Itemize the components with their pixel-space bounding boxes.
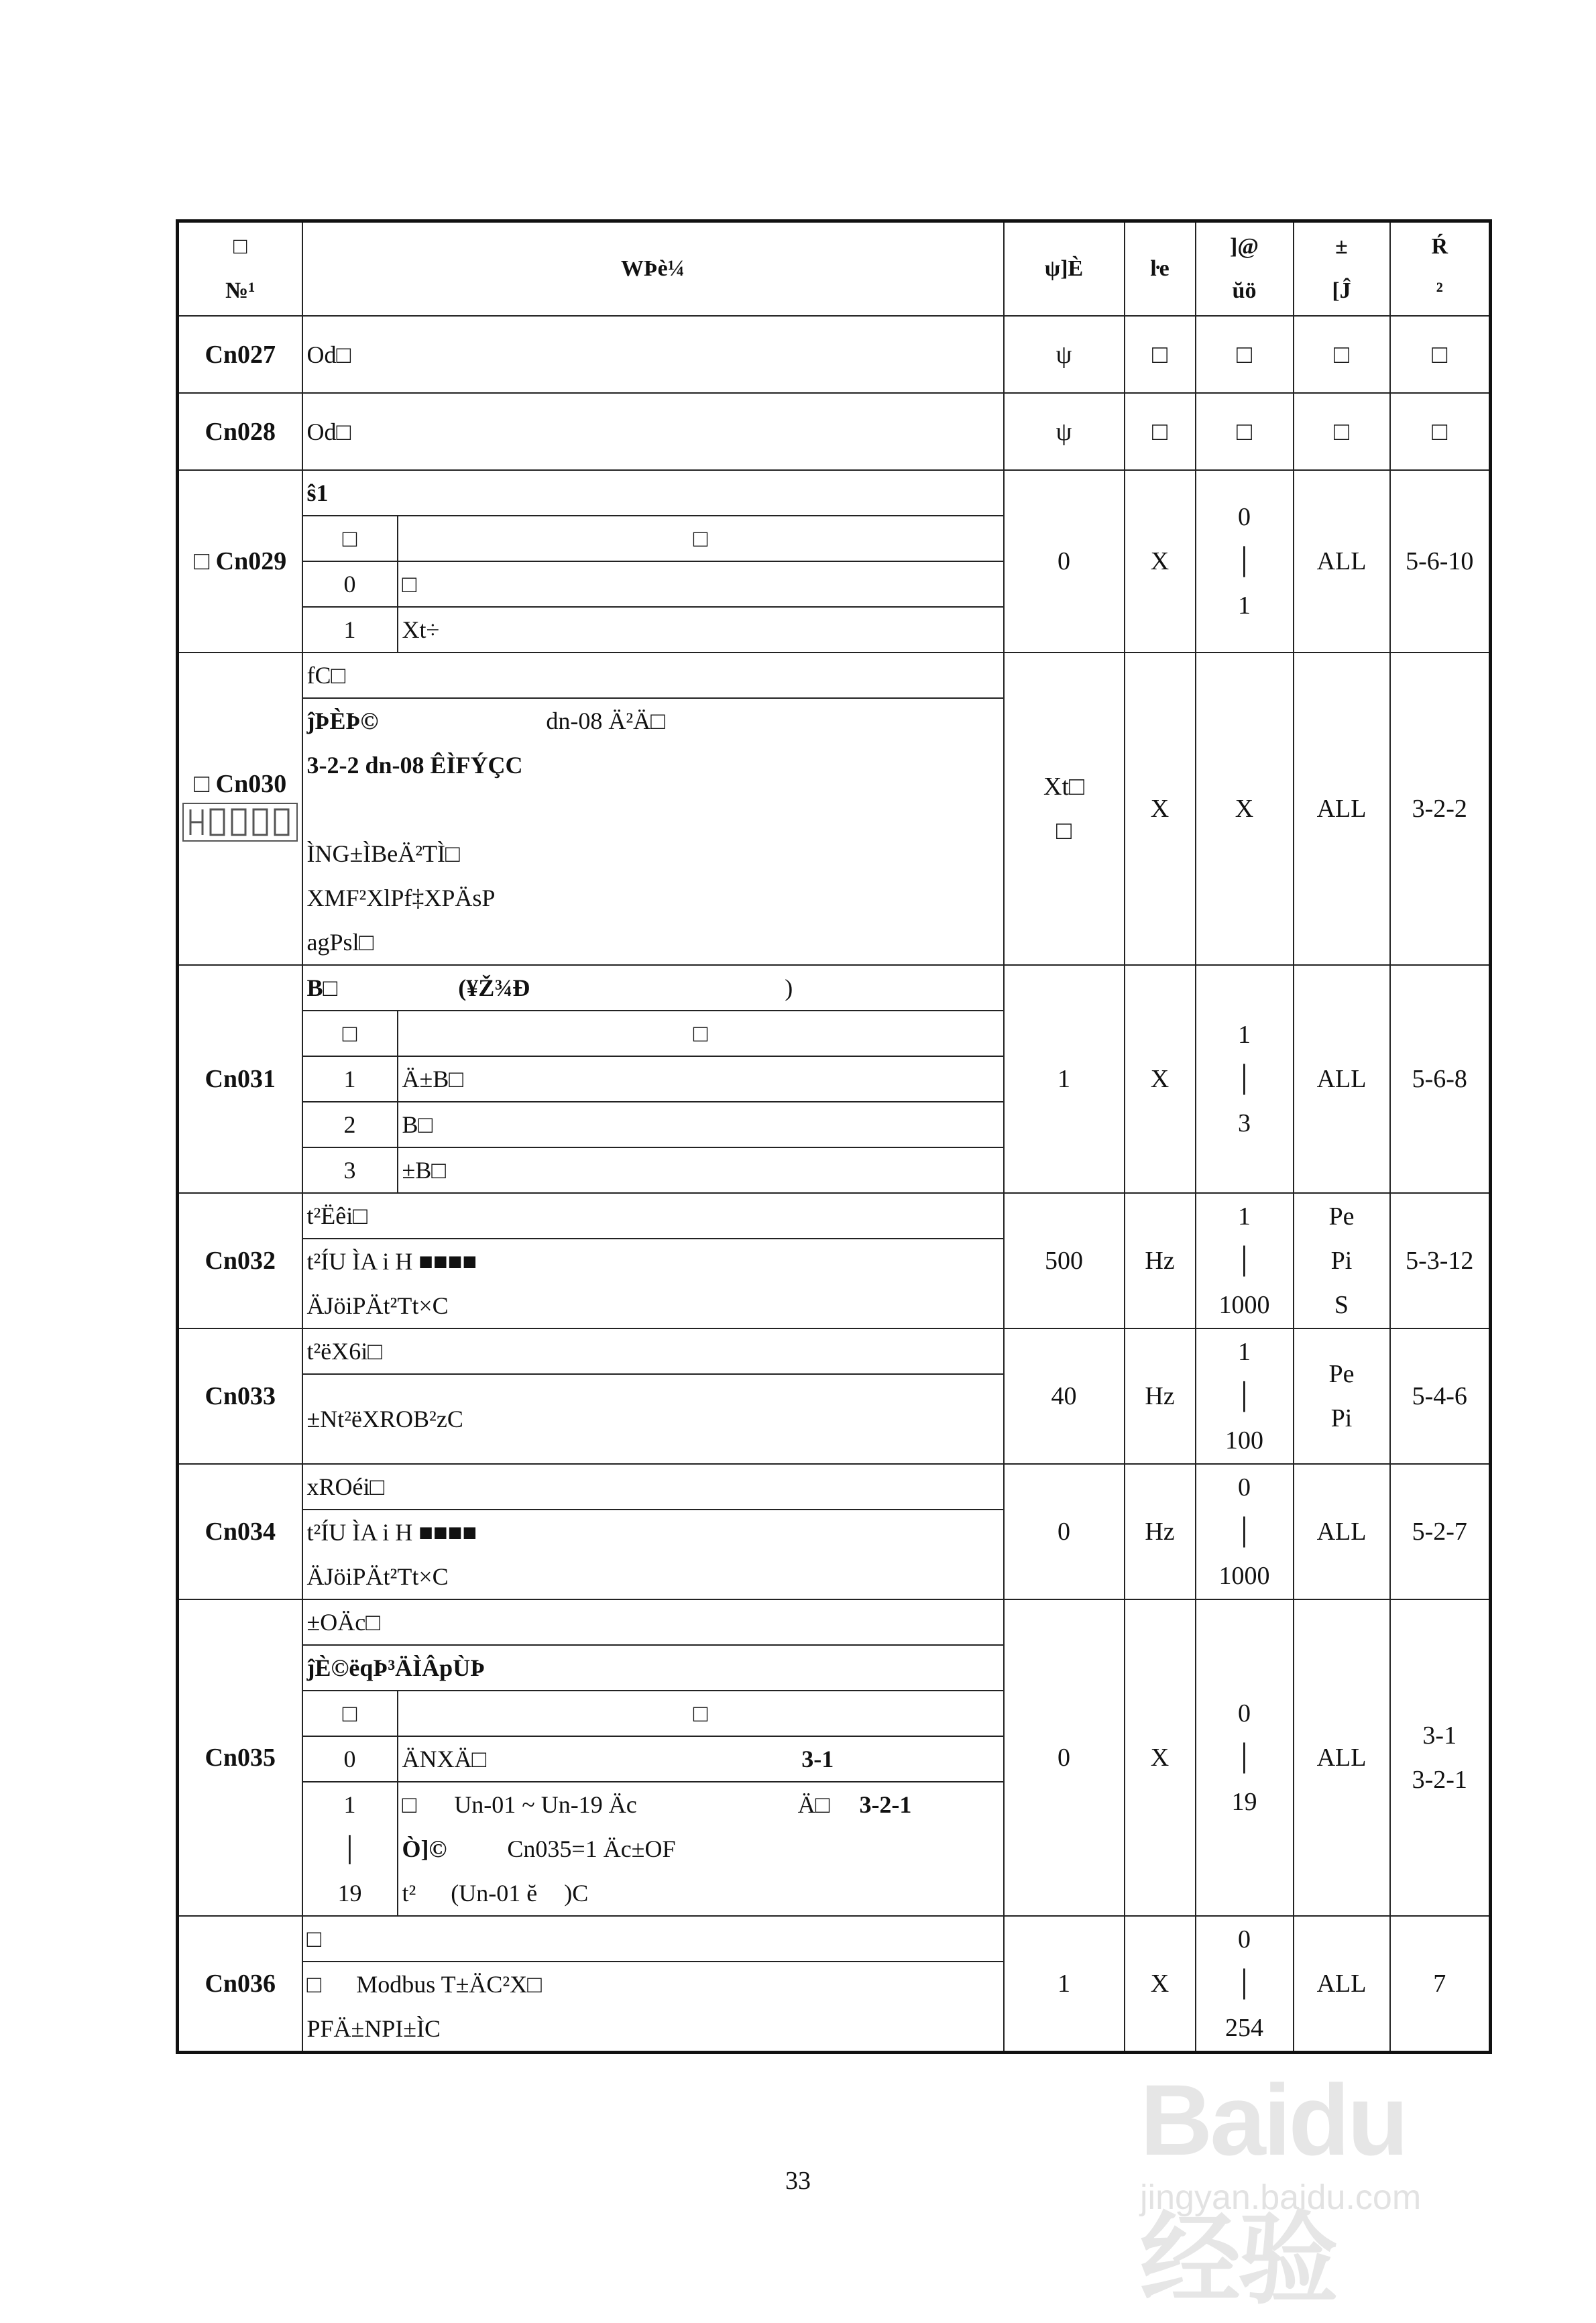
param-code: □ Cn029 — [178, 470, 302, 653]
option-table: □ □ 1 Ä±B□ 2 B□ 3 ±B□ — [303, 1010, 1003, 1192]
param-default: 0 — [1004, 1464, 1125, 1599]
col-header-reference: Ŕ ² — [1390, 221, 1491, 317]
param-default: 0 — [1004, 470, 1125, 653]
param-default: 500 — [1004, 1193, 1125, 1328]
param-mode: ALL — [1294, 1599, 1390, 1916]
param-description: fC□ ĵÞÈÞ© dn-08 Ä²Ä□ 3-2-2 dn-08 ÊÌFÝÇC ÌNG±ÌBeÄ²TÌ□ XMF²XlPf‡XPÄsP agPsl□ — [302, 653, 1004, 965]
param-unit: X — [1125, 1916, 1196, 2053]
col-header-mode: ± [Ĵ — [1294, 221, 1390, 317]
param-unit: Hz — [1125, 1328, 1196, 1464]
table-header-row — [178, 221, 1491, 317]
param-reference: □ — [1390, 316, 1491, 393]
col-header-description: WÞè¼ — [302, 221, 1004, 317]
col-header-unit: ŀe — [1125, 221, 1196, 317]
option-table: □ □ 0 ÄNXÄ□ 3-1 1 │ 19 □ Un-01 ~ Un-19 Äc Ä□ 3-2-1 Ò]© Cn035=1 Äc±OF t² (Un-01 ĕ )C — [303, 1690, 1003, 1915]
page-number: 33 — [785, 2167, 811, 2195]
table-row — [178, 1193, 1491, 1328]
col-header-range: ]@ ŭö — [1196, 221, 1294, 317]
param-description: t²Ëêi□ t²ÍU ÌA i H ■■■■ ÄJöiPÄt²Tt×C — [302, 1193, 1004, 1328]
param-unit: □ — [1125, 316, 1196, 393]
param-default: 1 — [1004, 1916, 1125, 2053]
param-unit: X — [1125, 653, 1196, 965]
param-range: 0 │ 1000 — [1196, 1464, 1294, 1599]
option-row: 1 │ 19 □ Un-01 ~ Un-19 Äc Ä□ 3-2-1 Ò]© Cn035=1 Äc±OF t² (Un-01 ĕ )C — [303, 1782, 1003, 1915]
param-mode: ALL — [1294, 965, 1390, 1193]
param-reference: □ — [1390, 393, 1491, 470]
option-row: 0 ÄNXÄ□ 3-1 — [303, 1736, 1003, 1782]
param-description: B□ (¥Ž¾Ð ) □ □ 1 Ä±B□ 2 B□ 3 ±B□ — [302, 965, 1004, 1193]
param-default: ψ — [1004, 316, 1125, 393]
table-row — [178, 653, 1491, 965]
param-description: □ □ Modbus T±ÄC²X□ PFÄ±NPI±ÌC — [302, 1916, 1004, 2053]
table-row — [178, 1328, 1491, 1464]
param-default: ψ — [1004, 393, 1125, 470]
param-code: Cn035 — [178, 1599, 302, 1916]
param-range: 0 │ 254 — [1196, 1916, 1294, 2053]
watermark-url: jingyan.baidu.com — [1140, 2178, 1422, 2217]
param-mode: ALL — [1294, 1916, 1390, 2053]
param-description: ŝ1 □ □ 0 □ 1 Xt÷ — [302, 470, 1004, 653]
option-row: 0 □ — [303, 561, 1003, 607]
param-reference: 5-6-8 — [1390, 965, 1491, 1193]
param-code: Cn028 — [178, 393, 302, 470]
param-unit: X — [1125, 470, 1196, 653]
param-reference: 3-1 3-2-1 — [1390, 1599, 1491, 1916]
param-mode: ALL — [1294, 653, 1390, 965]
option-row: 1 Ä±B□ — [303, 1056, 1003, 1102]
param-default: 40 — [1004, 1328, 1125, 1464]
param-range: 1 │ 100 — [1196, 1328, 1294, 1464]
param-description: ±OÄc□ ĵÈ©ëqÞ³ÄÌÂpÙÞ □ □ 0 ÄNXÄ□ 3-1 1 │ 19 □ Un-01 ~ Un-19 Äc Ä□ 3-2-1 Ò]© Cn035=1 Äc±OF t² (Un-01 ĕ )C — [302, 1599, 1004, 1916]
param-reference: 5-4-6 — [1390, 1328, 1491, 1464]
param-unit: Hz — [1125, 1193, 1196, 1328]
param-range: 1 │ 1000 — [1196, 1193, 1294, 1328]
table-row — [178, 316, 1491, 393]
param-code: Cn031 — [178, 965, 302, 1193]
param-mode: Pe Pi S — [1294, 1193, 1390, 1328]
option-table: □ □ 0 □ 1 Xt÷ — [303, 515, 1003, 652]
param-mode: □ — [1294, 393, 1390, 470]
param-unit: X — [1125, 965, 1196, 1193]
param-reference: 5-3-12 — [1390, 1193, 1491, 1328]
col-header-code: □ №¹ — [178, 221, 302, 317]
param-range: 0 │ 1 — [1196, 470, 1294, 653]
param-default: Xt□ □ — [1004, 653, 1125, 965]
param-range: X — [1196, 653, 1294, 965]
param-default: 1 — [1004, 965, 1125, 1193]
param-range: 0 │ 19 — [1196, 1599, 1294, 1916]
param-reference: 7 — [1390, 1916, 1491, 2053]
option-row: 1 Xt÷ — [303, 607, 1003, 652]
param-reference: 5-2-7 — [1390, 1464, 1491, 1599]
table-row — [178, 1916, 1491, 2053]
param-mode: ALL — [1294, 1464, 1390, 1599]
col-header-default: ψ]È — [1004, 221, 1125, 317]
option-row: 3 ±B□ — [303, 1147, 1003, 1192]
param-reference: 5-6-10 — [1390, 470, 1491, 653]
param-mode: □ — [1294, 316, 1390, 393]
param-range: 1 │ 3 — [1196, 965, 1294, 1193]
table-row — [178, 470, 1491, 653]
param-unit: X — [1125, 1599, 1196, 1916]
table-row — [178, 965, 1491, 1193]
table-row — [178, 1464, 1491, 1599]
param-unit: □ — [1125, 393, 1196, 470]
param-mode: Pe Pi — [1294, 1328, 1390, 1464]
param-code: Cn032 — [178, 1193, 302, 1328]
param-default: 0 — [1004, 1599, 1125, 1916]
parameter-table — [176, 219, 1492, 2054]
param-range: □ — [1196, 316, 1294, 393]
param-range: □ — [1196, 393, 1294, 470]
param-code: □ Cn030 H0000 — [178, 653, 302, 965]
param-unit: Hz — [1125, 1464, 1196, 1599]
watermark — [1133, 2055, 1509, 2316]
param-code: Cn027 — [178, 316, 302, 393]
table-row — [178, 1599, 1491, 1916]
option-row: 2 B□ — [303, 1102, 1003, 1147]
watermark-brand: Baidu 经验 — [1140, 2063, 1406, 2316]
param-description: t²ëX6i□ ±Nt²ëXROB²zC — [302, 1328, 1004, 1464]
param-description: Od□ — [302, 393, 1004, 470]
param-description: xROéi□ t²ÍU ÌA i H ■■■■ ÄJöiPÄt²Tt×C — [302, 1464, 1004, 1599]
svg-text:H0000: H0000 — [240, 856, 243, 857]
param-reference: 3-2-2 — [1390, 653, 1491, 965]
param-mode: ALL — [1294, 470, 1390, 653]
param-code: Cn034 — [178, 1464, 302, 1599]
param-code: Cn036 — [178, 1916, 302, 2053]
param-code: Cn033 — [178, 1328, 302, 1464]
table-row — [178, 393, 1491, 470]
param-description: Od□ — [302, 316, 1004, 393]
